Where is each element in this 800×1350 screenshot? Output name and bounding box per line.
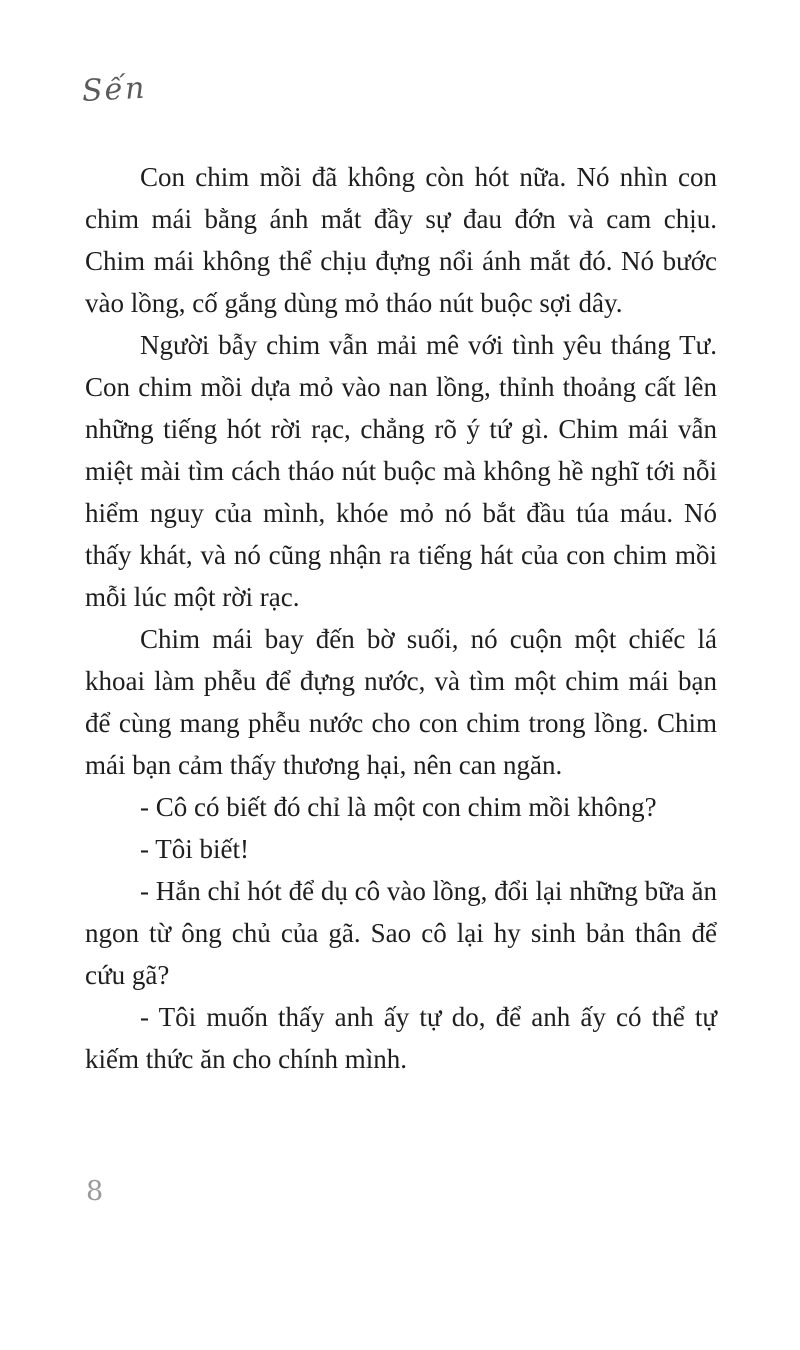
- paragraph: Người bẫy chim vẫn mải mê với tình yêu tháng Tư. Con chim mồi dựa mỏ vào nan lồng, thỉnh thoảng cất lên những tiếng hót rời rạc, chẳng rõ ý tứ gì. Chim mái vẫn miệt mài tìm cách tháo nút buộc mà không hề nghĩ tới nỗi hiểm nguy của mình, khóe mỏ nó bắt đầu túa máu. Nó thấy khát, và nó cũng nhận ra tiếng hát của con chim mồi mỗi lúc một rời rạc.: [85, 330, 717, 612]
- dialogue-line: - Cô có biết đó chỉ là một con chim mồi không?: [140, 792, 657, 822]
- dialogue-line: - Tôi biết!: [140, 834, 249, 864]
- paragraph: Chim mái bay đến bờ suối, nó cuộn một chiếc lá khoai làm phễu để đựng nước, và tìm một chim mái bạn để cùng mang phễu nước cho con chim trong lồng. Chim mái bạn cảm thấy thương hại, nên can ngăn.: [85, 624, 717, 780]
- body-text: [85, 156, 717, 1080]
- page-number: 8: [86, 1176, 104, 1207]
- dialogue-line: - Tôi muốn thấy anh ấy tự do, để anh ấy có thể tự kiếm thức ăn cho chính mình.: [85, 1002, 717, 1074]
- dialogue-line: - Hắn chỉ hót để dụ cô vào lồng, đổi lại những bữa ăn ngon từ ông chủ của gã. Sao cô lại hy sinh bản thân để cứu gã?: [85, 876, 717, 990]
- running-header-script: Sến: [81, 70, 148, 109]
- paragraph: Con chim mồi đã không còn hót nữa. Nó nhìn con chim mái bằng ánh mắt đầy sự đau đớn và cam chịu. Chim mái không thể chịu đựng nổi ánh mắt đó. Nó bước vào lồng, cố gắng dùng mỏ tháo nút buộc sợi dây.: [85, 162, 717, 318]
